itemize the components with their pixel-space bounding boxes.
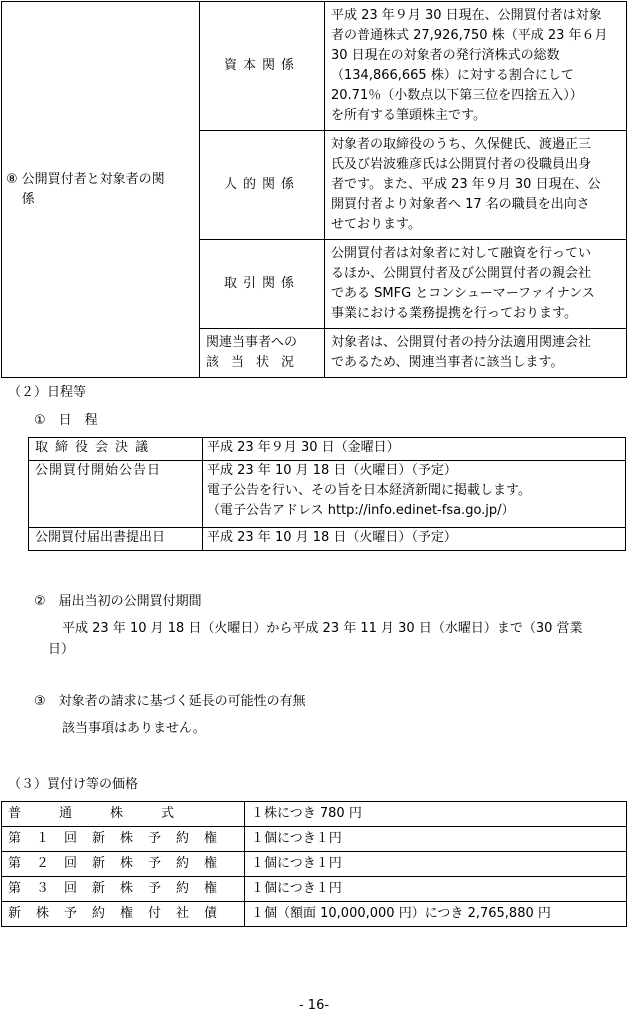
warrant-2-price: １個につき１円	[251, 856, 342, 871]
text-line: 30 日現在の対象者の発行済株式の総数	[331, 48, 560, 63]
category-number: ⑧	[6, 171, 18, 187]
text-line: （134,866,665 株）に対する割合にして	[331, 68, 574, 83]
table-row	[29, 528, 626, 551]
price-label-cell	[2, 902, 245, 927]
extension-heading: ③ 対象者の請求に基づく延長の可能性の有無	[34, 694, 306, 709]
text-line: 事業における業務提携を行っております。	[331, 306, 577, 321]
related-party-label-line2: 該当状況	[206, 355, 307, 370]
extension-body: 該当事項はありません。	[62, 721, 206, 736]
related-party-label-cell	[200, 329, 325, 378]
related-party-label-line1: 関連当事者への	[206, 335, 298, 350]
table-row	[2, 852, 627, 877]
public-notice-label: 公開買付開始公告日	[35, 463, 162, 478]
price-label-cell	[2, 827, 245, 852]
schedule-label	[29, 528, 203, 551]
relationship-table	[1, 1, 627, 378]
category-label: 公開買付者と対象者の関係	[21, 171, 165, 207]
price-label-cell	[2, 877, 245, 902]
related-party-content	[325, 329, 627, 378]
personnel-relation-content	[325, 131, 627, 240]
text-line: 20.71％（小数点以下第三位を四捨五入））	[331, 88, 583, 103]
price-label-cell	[2, 852, 245, 877]
table-row	[2, 877, 627, 902]
warrant-3-label: 第３回新株予約権	[8, 881, 233, 896]
text-line: 者です。また、平成 23 年９月 30 日現在、公	[331, 177, 601, 192]
text-line: 者の普通株式 27,926,750 株（平成 23 年６月	[331, 28, 608, 43]
business-relation-label: 取引関係	[223, 276, 300, 291]
text-line: 開買付者より対象者へ 17 名の職員を出向さ	[331, 197, 590, 212]
price-label-cell	[2, 802, 245, 827]
offer-period-heading: ② 届出当初の公開買付期間	[34, 594, 202, 609]
capital-relation-label-cell	[200, 2, 325, 131]
text-line: 電子公告を行い、その旨を日本経済新聞に掲載します。	[207, 483, 531, 498]
table-row	[29, 438, 626, 461]
common-stock-label: 普通株式	[8, 806, 213, 821]
text-line: 対象者は、公開買付者の持分法適用関連会社	[331, 335, 592, 350]
section2-heading: （２）日程等	[8, 385, 87, 400]
capital-relation-label: 資本関係	[223, 58, 300, 73]
text-line: であるため、関連当事者に該当します。	[331, 355, 564, 370]
warrant-3-price: １個につき１円	[251, 881, 342, 896]
schedule-heading: ① 日 程	[34, 413, 98, 428]
relationship-category-cell	[2, 2, 200, 378]
convertible-bond-label: 新株予約権付社債	[8, 906, 233, 921]
text-line: 平成 23 年９月 30 日（金曜日）	[207, 440, 400, 455]
schedule-value	[203, 528, 626, 551]
text-line: である SMFG とコンシューマーファイナンス	[331, 286, 595, 301]
schedule-label	[29, 461, 203, 528]
warrant-1-label: 第１回新株予約権	[8, 831, 233, 846]
offer-period-line2: 日）	[48, 642, 75, 657]
price-value-cell	[245, 852, 627, 877]
schedule-value	[203, 438, 626, 461]
price-table	[1, 801, 627, 927]
warrant-2-label: 第２回新株予約権	[8, 856, 233, 871]
business-relation-label-cell	[200, 240, 325, 329]
text-line: 平成 23 年 10 月 18 日（火曜日）（予定）	[207, 463, 457, 478]
business-relation-content	[325, 240, 627, 329]
table-row	[2, 802, 627, 827]
text-line: せております。	[331, 217, 421, 232]
text-line: 対象者の取締役のうち、久保健氏、渡邉正三	[331, 137, 592, 152]
table-row	[2, 827, 627, 852]
offer-period-line1: 平成 23 年 10 月 18 日（火曜日）から平成 23 年 11 月 30 日（水曜日）まで（30 営業	[62, 621, 583, 636]
filing-date-label: 公開買付届出書提出日	[35, 530, 166, 545]
text-line: 平成 23 年 10 月 18 日（火曜日）（予定）	[207, 530, 457, 545]
schedule-label	[29, 438, 203, 461]
text-line: 平成 23 年９月 30 日現在、公開買付者は対象	[331, 8, 602, 23]
personnel-relation-label: 人的関係	[223, 177, 300, 192]
section3-heading: （３）買付け等の価格	[8, 777, 139, 792]
text-line: を所有する筆頭株主です。	[331, 108, 486, 123]
schedule-value	[203, 461, 626, 528]
common-stock-price: １株につき 780 円	[251, 806, 362, 821]
text-line: るほか、公開買付者及び公開買付者の親会社	[331, 266, 592, 281]
personnel-relation-label-cell	[200, 131, 325, 240]
text-line: 公開買付者は対象者に対して融資を行ってい	[331, 246, 592, 261]
page-number: - 16-	[298, 998, 330, 1013]
table-row	[29, 461, 626, 528]
board-resolution-label: 取締役会決議	[35, 440, 156, 455]
schedule-table	[28, 437, 626, 551]
text-line: （電子公告アドレス http://info.edinet-fsa.go.jp/）	[207, 503, 515, 518]
table-row	[2, 902, 627, 927]
price-value-cell	[245, 827, 627, 852]
text-line: 氏及び岩波雅彦氏は公開買付者の役職員出身	[331, 157, 592, 172]
price-value-cell	[245, 877, 627, 902]
price-value-cell	[245, 902, 627, 927]
convertible-bond-price: １個（額面 10,000,000 円）につき 2,765,880 円	[251, 906, 551, 921]
table-row	[2, 2, 627, 131]
price-value-cell	[245, 802, 627, 827]
warrant-1-price: １個につき１円	[251, 831, 342, 846]
capital-relation-content	[325, 2, 627, 131]
